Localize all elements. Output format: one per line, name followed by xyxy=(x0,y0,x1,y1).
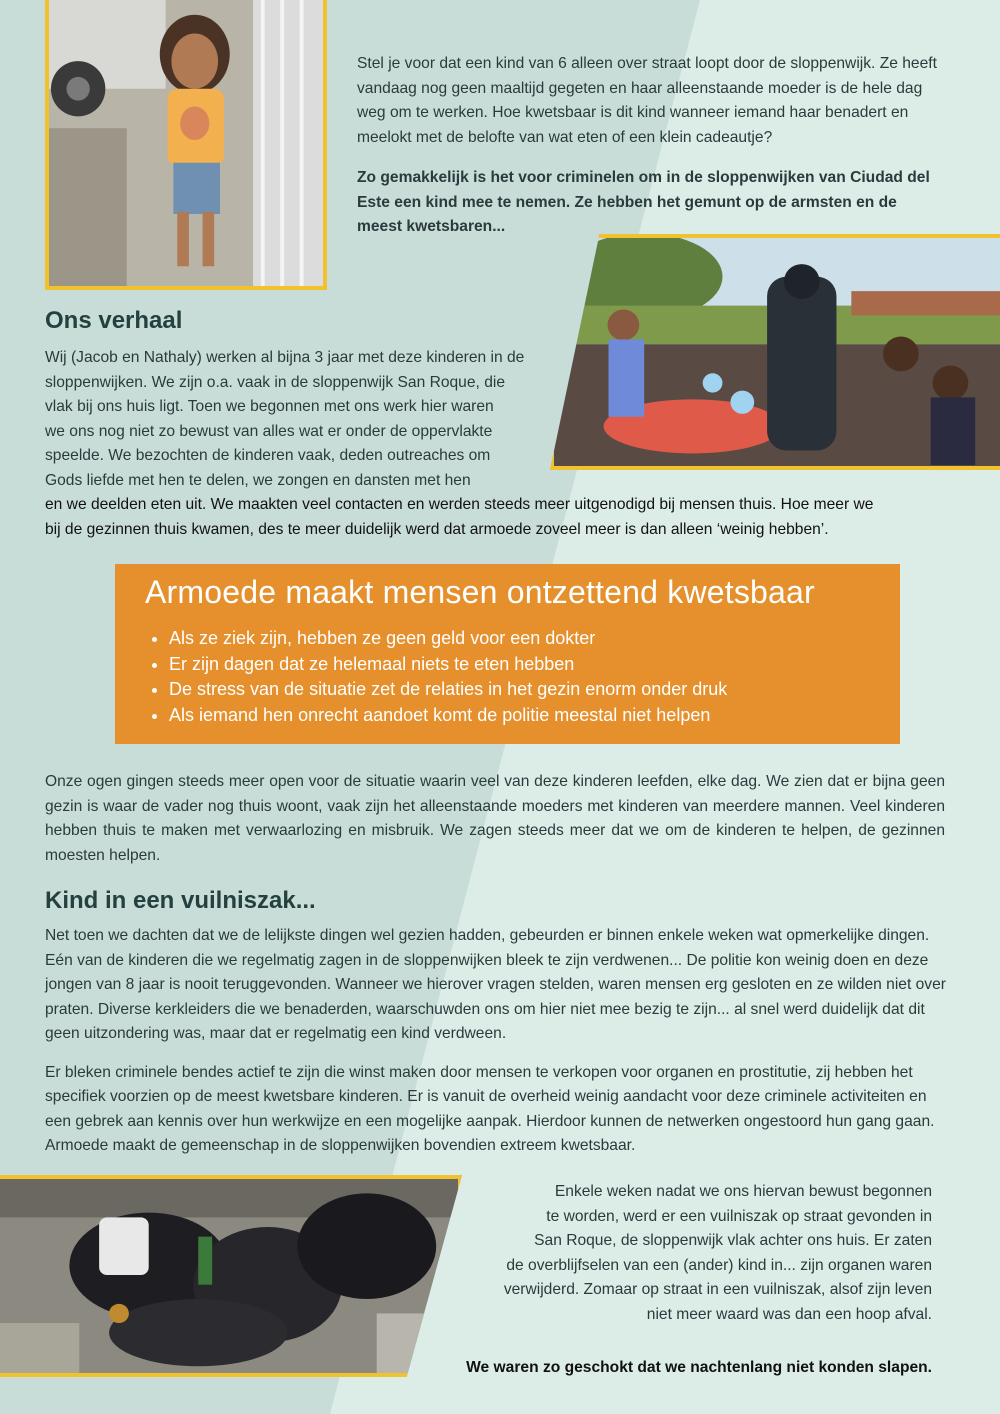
heading-vuilniszak: Kind in een vuilniszak... xyxy=(45,887,316,914)
callout-item: • Als ze ziek zijn, hebben ze geen geld voor een dokter xyxy=(169,626,727,652)
text-line: bij de gezinnen thuis kwamen, des te meer duidelijk werd dat armoede zoveel meer is dan alleen ‘weinig hebben’. xyxy=(45,520,829,538)
callout-item: • Als iemand hen onrecht aandoet komt de politie meestal niet helpen xyxy=(169,703,727,729)
ons-verhaal-wide-text xyxy=(45,493,965,542)
photo-outreach-group xyxy=(550,234,1000,470)
callout-item: • De stress van de situatie zet de relaties in het gezin enorm onder druk xyxy=(169,677,727,703)
text-line: sloppenwijken. We zijn o.a. vaak in de sloppenwijk San Roque, die xyxy=(45,373,506,391)
intro-bold-paragraph: Zo gemakkelijk is het voor criminelen om in de sloppenwijken van Ciudad del Este een kind mee te nemen. Ze hebben het gemunt op de armsten en de meest kwetsbaren... xyxy=(357,169,930,235)
text-line: te worden, werd er een vuilniszak op straat gevonden in xyxy=(546,1207,932,1225)
vuilniszak-paragraph-1: Net toen we dachten dat we de lelijkste dingen wel gezien hadden, gebeurden er binnen enkele weken wat opmerkelijke dingen. Eén van de kinderen die we regelmatig zagen in de sloppenwijken bleek te zijn verdwenen... De politie kon weinig doen en deze jongen van 8 jaar is nooit teruggevonden. Wanneer we hierover vragen stelden, waren mensen erg gesloten en ze wilden niet over praten. Diverse kerkleiders die we benaderden, waarschuwden ons om hier niet mee bezig te zijn... al snel werd duidelijk dat dit geen uitzondering was, maar dat er regelmatig een kind verdween. xyxy=(45,927,946,1042)
heading-ons-verhaal: Ons verhaal xyxy=(45,307,183,334)
callout-list xyxy=(145,626,727,728)
intro-paragraph: Stel je voor dat een kind van 6 alleen over straat loopt door de sloppenwijk. Ze heeft vandaag nog geen maaltijd gegeten en haar alleenstaande moeder is de hele dag weg om te werken. Hoe kwetsbaar is dit kind wanneer iemand haar benadert en meelokt met de belofte van wat eten of een klein cadeautje? xyxy=(357,55,937,146)
callout-armoede xyxy=(115,564,900,744)
text-line: San Roque, de sloppenwijk vlak achter ons huis. Er zaten xyxy=(534,1232,932,1249)
photo-garbage-bags xyxy=(0,1175,462,1377)
photo-girl-in-street xyxy=(45,0,327,290)
text-line: Gods liefde met hen te delen, we zongen en dansten met hen xyxy=(45,471,471,489)
callout-item: • Er zijn dagen dat ze helemaal niets te eten hebben xyxy=(169,652,727,678)
vuilniszak-story xyxy=(470,1180,932,1327)
ons-verhaal-narrow-text xyxy=(45,346,565,493)
vuilniszak-paragraph-2: Er bleken criminele bendes actief te zijn die winst maken door mensen te verkopen voor organen en prostitutie, zij hebben het specifiek voorzien op de meest kwetsbare kinderen. Er is vanuit de overheid weinig aandacht voor deze criminele activiteiten en een gebrek aan kennis over hun werkwijze en een mogelijke aanpak. Hierdoor kunnen de netwerken ongestoord hun gang gaan. Armoede maakt de gemeenschap in de sloppenwijken bovendien extreem kwetsbaar. xyxy=(45,1063,935,1154)
callout-title: Armoede maakt mensen ontzettend kwetsbaar xyxy=(145,574,815,610)
situatie-paragraph: Onze ogen gingen steeds meer open voor de situatie waarin veel van deze kinderen leefden, elke dag. We zien dat er bijna geen gezin is waar de vader nog thuis woont, vaak zijn het alleenstaande moeders met kinderen van meerdere mannen. Veel kinderen hebben thuis te maken met verwaarlozing en misbruik. We zagen steeds meer dat we om de kinderen te helpen, de gezinnen moesten helpen. xyxy=(45,773,945,864)
text-line: verwijderd. Zomaar op straat in een vuilniszak, alsof zijn leven xyxy=(503,1281,932,1298)
text-line: speelde. We bezochten de kinderen vaak, deden outreaches om xyxy=(45,447,491,464)
intro-section xyxy=(357,52,942,240)
text-line: vlak bij ons huis ligt. Toen we begonnen met ons werk hier waren xyxy=(45,398,494,415)
text-line: niet meer waard was dan een hoop afval. xyxy=(646,1305,932,1323)
closing-statement: We waren zo geschokt dat we nachtenlang niet konden slapen. xyxy=(466,1359,932,1376)
situatie-section xyxy=(45,770,945,868)
text-line: Enkele weken nadat we ons hiervan bewust begonnen xyxy=(554,1183,932,1200)
vuilniszak-section xyxy=(45,924,950,1159)
text-line: we ons nog niet zo bewust van alles wat er onder de oppervlakte xyxy=(45,422,493,440)
text-line: en we deelden eten uit. We maakten veel contacten en werden steeds meer uitgenodigd bij mensen thuis. Hoe meer we xyxy=(45,496,874,513)
text-line: de overblijfselen van een (ander) kind in... zijn organen waren xyxy=(506,1256,932,1274)
text-line: Wij (Jacob en Nathaly) werken al bijna 3 jaar met deze kinderen in de xyxy=(45,349,525,366)
